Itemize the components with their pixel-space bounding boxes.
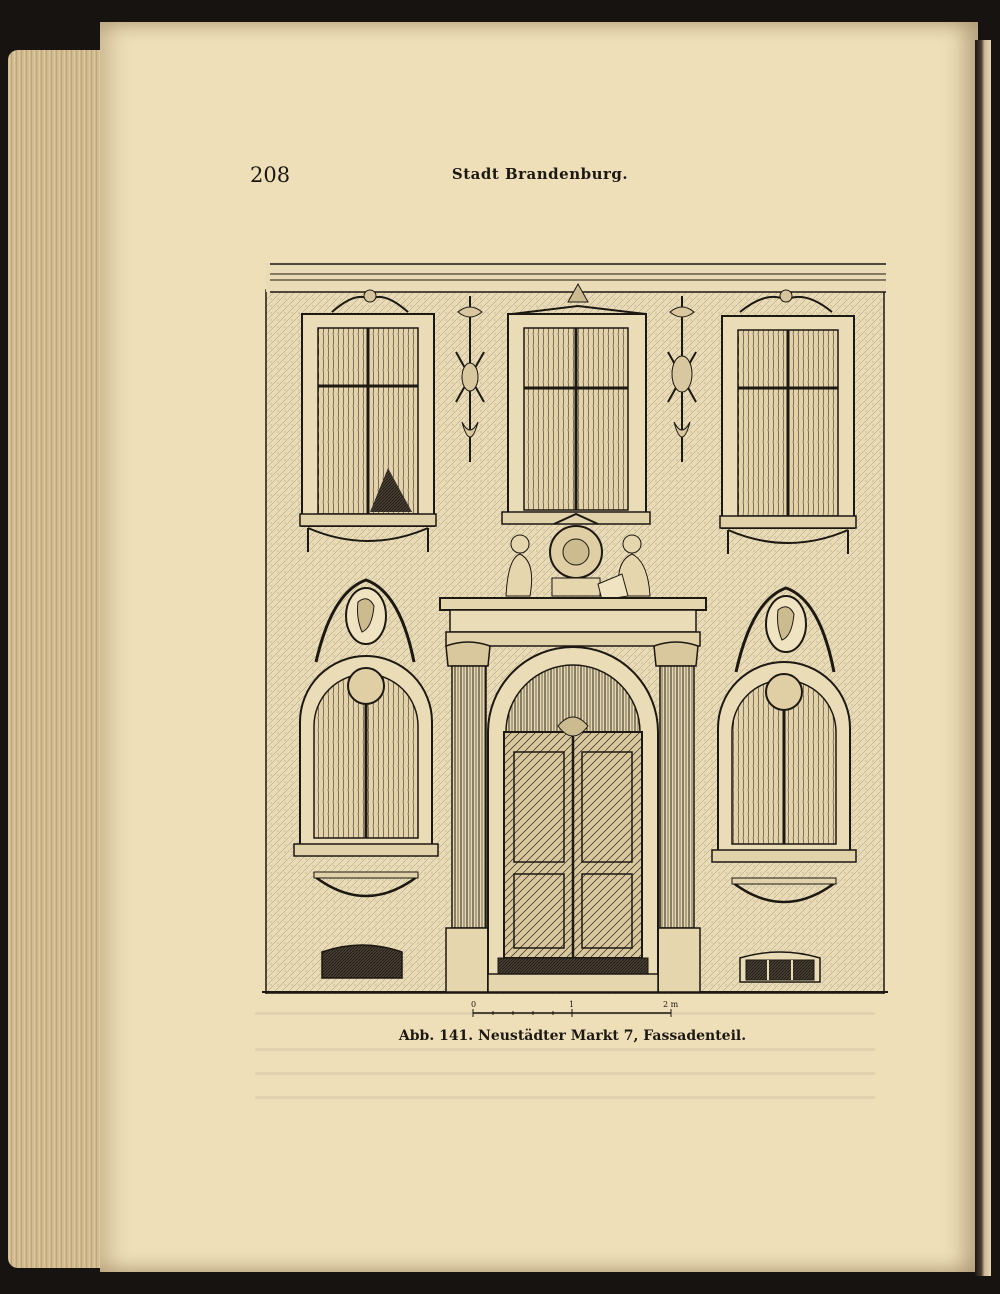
bleed-through-line xyxy=(255,1096,875,1099)
pilaster-right xyxy=(654,642,700,992)
book-spine-edge xyxy=(975,40,991,1276)
bleed-through-line xyxy=(255,1072,875,1075)
pilaster-left xyxy=(446,642,492,992)
scale-label-2: 2 m xyxy=(663,1000,679,1009)
scale-label-1: 1 xyxy=(569,1000,575,1009)
scale-bar xyxy=(465,999,685,1021)
facade-engraving xyxy=(262,262,888,994)
cellar-window-right xyxy=(740,952,820,982)
cellar-window-left xyxy=(322,945,402,978)
upper-window-center xyxy=(502,284,650,524)
figure-caption: Abb. 141. Neustädter Markt 7, Fassadenteil. xyxy=(398,1028,747,1044)
page-number: 208 xyxy=(250,163,291,187)
door-entablature xyxy=(440,598,706,646)
entrance-door xyxy=(488,647,658,992)
bleed-through-line xyxy=(255,1048,875,1051)
running-head: Stadt Brandenburg. xyxy=(451,165,629,183)
upper-window-left xyxy=(300,290,436,552)
scale-label-0: 0 xyxy=(471,1000,477,1009)
upper-window-right xyxy=(720,290,856,554)
